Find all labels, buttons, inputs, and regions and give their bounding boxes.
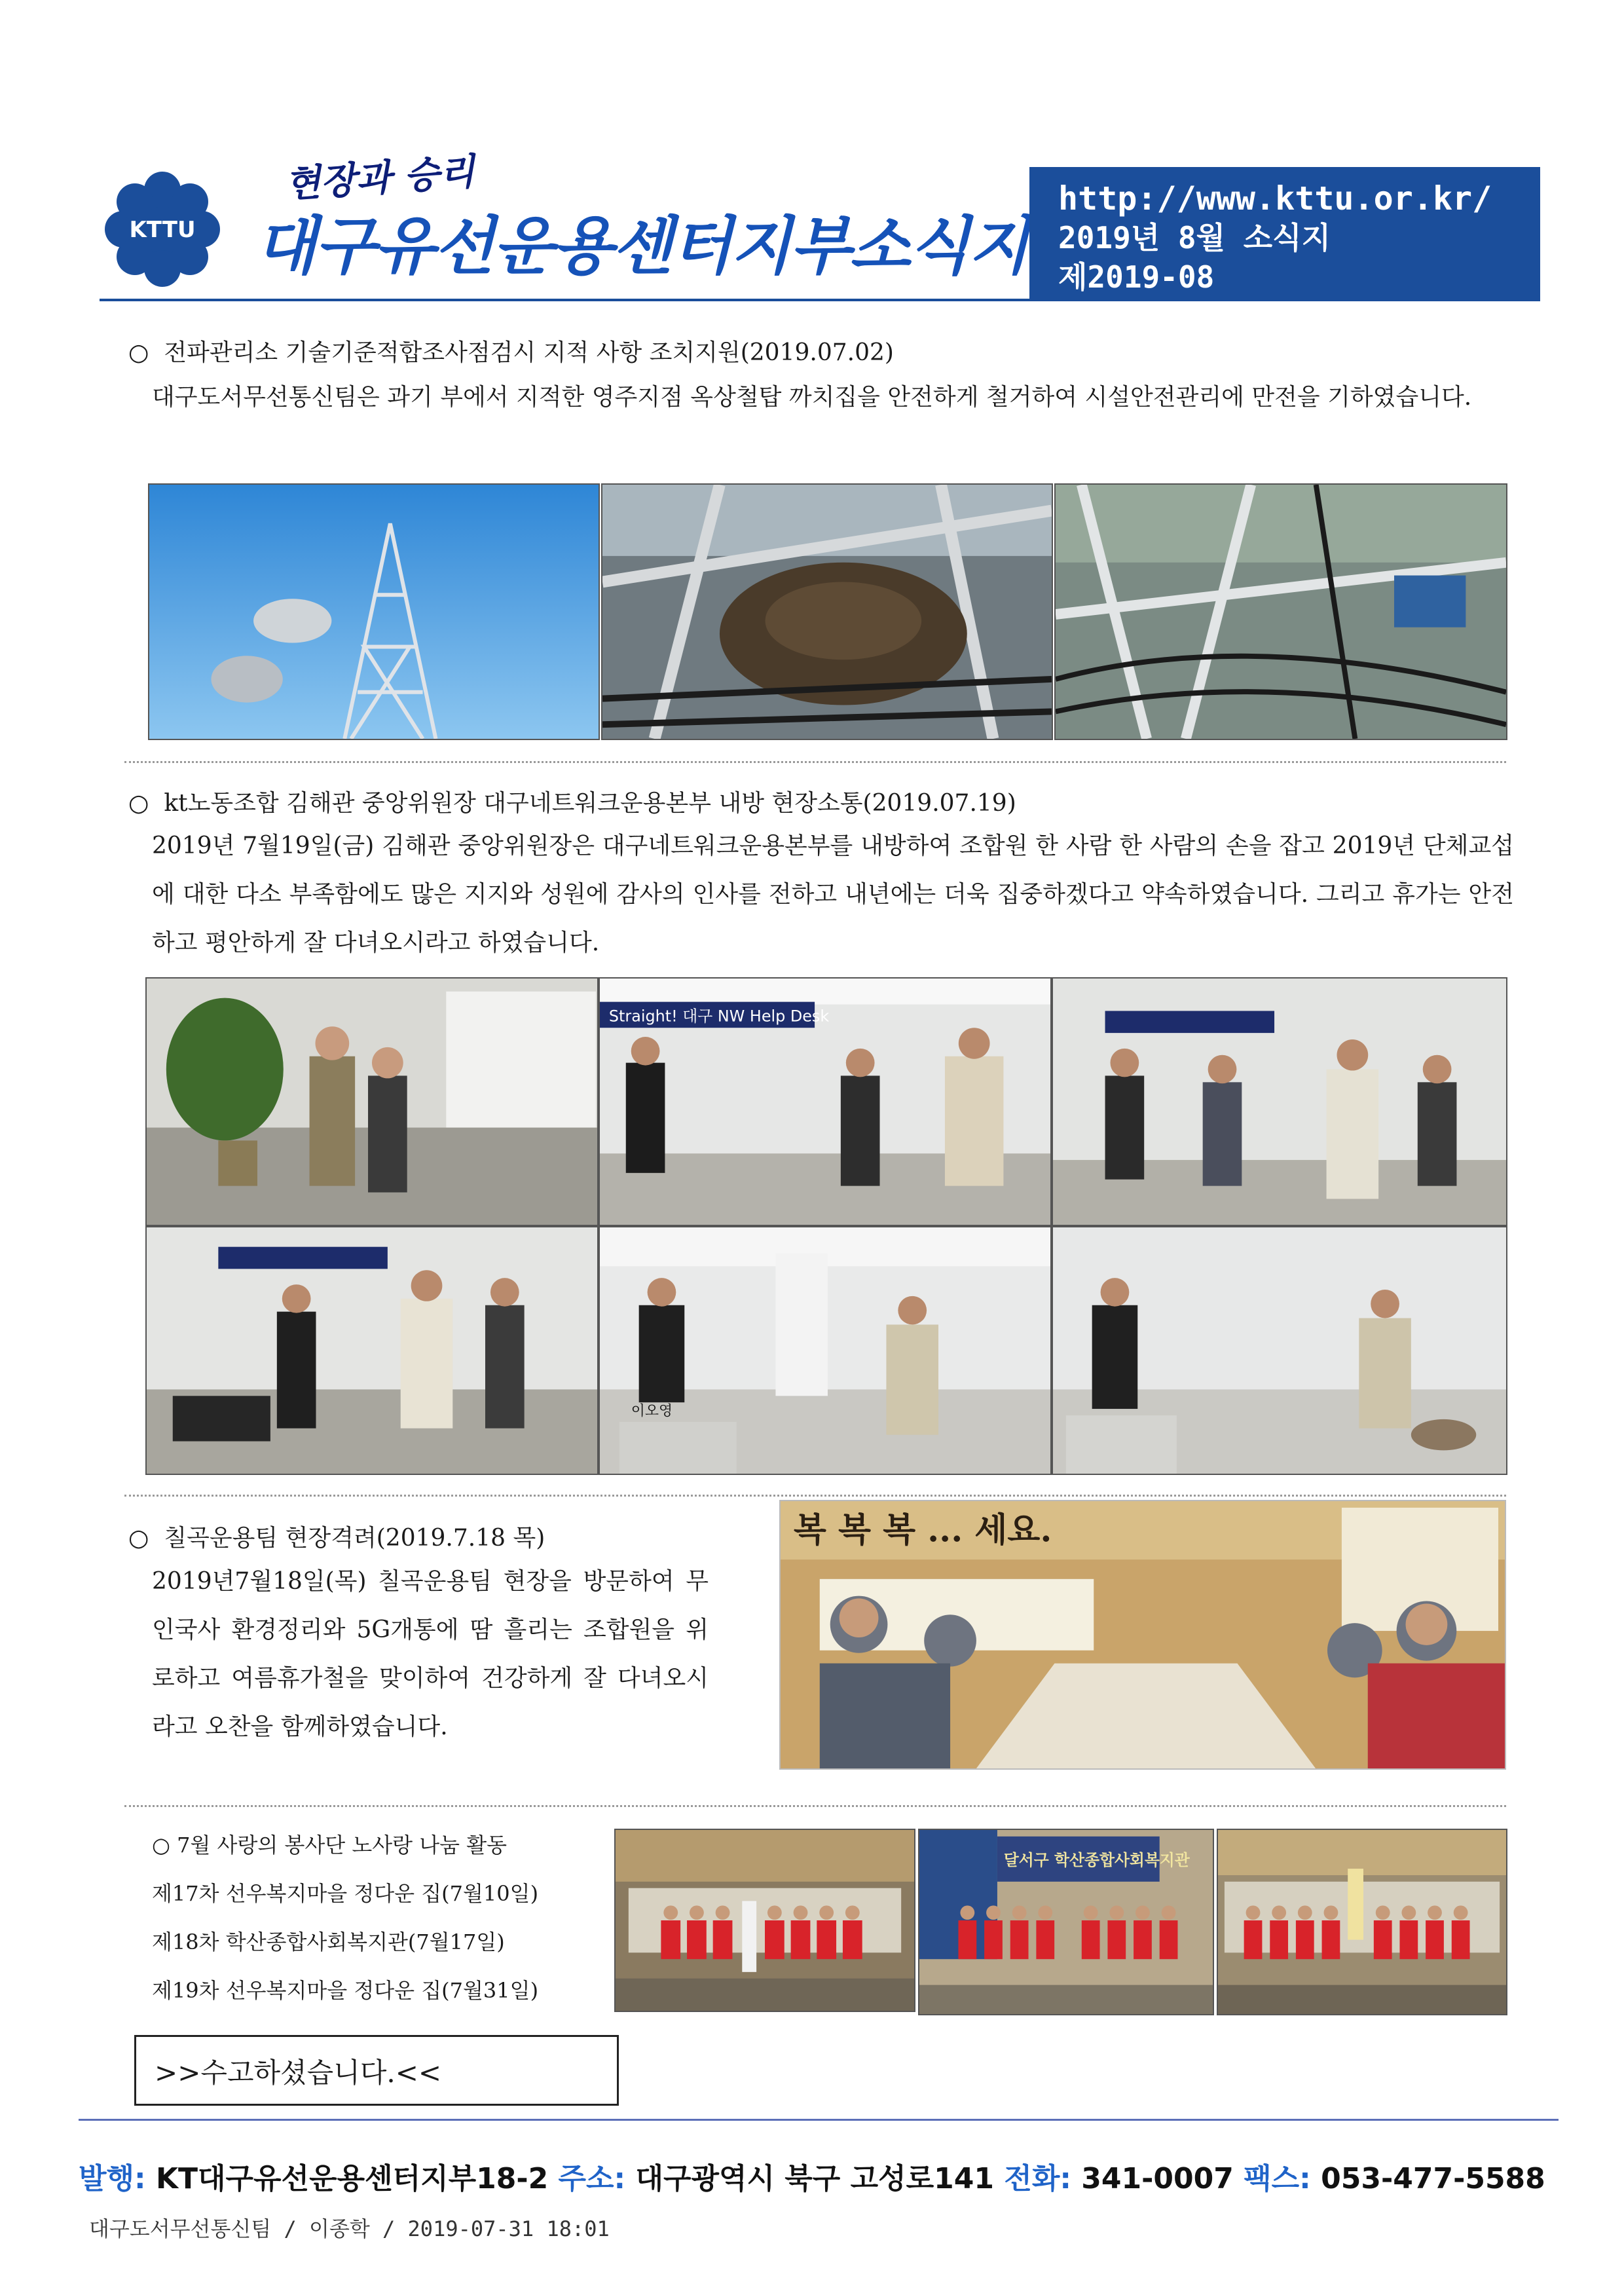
slogan: 현장과 승리 bbox=[284, 150, 477, 207]
bullet-icon: ○ bbox=[128, 339, 149, 366]
visit-photo-1 bbox=[145, 977, 599, 1226]
volunteer-item: 제18차 학산종합사회복지관(7월17일) bbox=[152, 1930, 505, 1954]
photo-sign-text: Straight! 대구 NW Help Desk bbox=[608, 1007, 830, 1026]
publisher-name: KT대구유선운용센터지부18-2 bbox=[155, 2162, 549, 2195]
phone-number: 341-0007 bbox=[1081, 2162, 1234, 2195]
print-stamp: 대구도서무선통신팀 / 이종학 / 2019-07-31 18:01 bbox=[89, 2216, 610, 2241]
header-divider bbox=[100, 299, 1540, 301]
visit-photo-4 bbox=[145, 1226, 599, 1475]
section3-body: 2019년7월18일(목) 칠곡운용팀 현장을 방문하여 무인국사 환경정리와 5G개통에 땀 흘리는 조합원을 위로하고 여름휴가철을 맞이하여 건강하게 잘 다녀오시라고 오찬을 함께하였습니다. bbox=[152, 1568, 709, 1740]
desk-nameplate: 이오영 bbox=[631, 1402, 673, 1419]
section3-heading: ○ 칠곡운용팀 현장격려(2019.7.18 목) bbox=[128, 1525, 545, 1552]
volunteer-item: 제19차 선우복지마을 정다운 집(7월31일) bbox=[152, 1978, 539, 2003]
publisher-footer bbox=[79, 2155, 1545, 2197]
section4-heading: ○ 7월 사랑의 봉사단 노사랑 나눔 활동 bbox=[152, 1833, 507, 1857]
restaurant-banner: 복 복 복 ... 세요. bbox=[793, 1510, 1052, 1550]
issue-info-box bbox=[1029, 167, 1540, 299]
issue-date: 2019년 8월 소식지 bbox=[1058, 220, 1331, 255]
section2-body: 2019년 7월19일(금) 김해관 중앙위원장은 대구네트워크운용본부를 내방하여 조합원 한 사람 한 사람의 손을 잡고 2019년 단체교섭에 대한 다소 부족함에도 많은 지지와 성원에 감사의 인사를 전하고 내년에는 더욱 집중하겠다고 약속하였습니다. 그리고 휴가는 안전하고 평안하게 잘 다녀오시라고 하였습니다. bbox=[152, 832, 1514, 956]
website-link[interactable]: http://www.kttu.or.kr/ bbox=[1058, 179, 1492, 217]
section2-heading: ○ kt노동조합 김해관 중앙위원장 대구네트워크운용본부 내방 현장소통(2019.07.19) bbox=[128, 790, 1016, 817]
tower-photo bbox=[148, 483, 600, 740]
section1-body: 대구도서무선통신팀은 과기 부에서 지적한 영주지점 옥상철탑 까치집을 안전하게 철거하여 시설안전관리에 만전을 기하였습니다. bbox=[152, 384, 1472, 411]
address: 대구광역시 북구 고성로141 bbox=[635, 2162, 994, 2195]
volunteer-photo-3 bbox=[1217, 1829, 1507, 2015]
visit-photo-6 bbox=[1052, 1226, 1507, 1475]
bullet-icon: ○ bbox=[128, 790, 149, 817]
magpie-nest-photo bbox=[601, 483, 1053, 740]
section-divider bbox=[124, 1495, 1506, 1497]
phone-label: 전화: bbox=[1004, 2162, 1071, 2195]
logo-text: KTTU bbox=[129, 217, 196, 243]
volunteer-photo-2 bbox=[918, 1829, 1214, 2015]
volunteer-section bbox=[152, 1821, 538, 2015]
section-divider bbox=[124, 1805, 1506, 1807]
footer-divider bbox=[79, 2119, 1559, 2121]
lunch-photo bbox=[779, 1500, 1506, 1770]
tower-cables-photo bbox=[1054, 483, 1507, 740]
bullet-icon: ○ bbox=[128, 1525, 149, 1552]
publisher-label: 발행: bbox=[79, 2162, 146, 2195]
section1-heading: ○ 전파관리소 기술기준적합조사점검시 지적 사항 조치지원(2019.07.02) bbox=[128, 339, 894, 366]
visit-photo-3 bbox=[1052, 977, 1507, 1226]
address-label: 주소: bbox=[558, 2162, 626, 2195]
fax-label: 팩스: bbox=[1244, 2162, 1311, 2195]
kttu-logo bbox=[105, 172, 220, 287]
visit-photo-5 bbox=[599, 1226, 1052, 1475]
newsletter-title: 대구유선운용센터지부소식지 bbox=[255, 210, 1028, 283]
visit-photo-2 bbox=[599, 977, 1052, 1226]
issue-number: 제2019-08 bbox=[1058, 259, 1215, 295]
section-divider bbox=[124, 761, 1506, 763]
volunteer-item: 제17차 선우복지마을 정다운 집(7월10일) bbox=[152, 1881, 539, 1906]
fax-number: 053-477-5588 bbox=[1321, 2162, 1545, 2195]
closing-message: >>수고하셨습니다.<< bbox=[134, 2035, 619, 2106]
volunteer-photo-1 bbox=[614, 1829, 915, 2012]
center-sign: 달서구 학산종합사회복지관 bbox=[1003, 1851, 1190, 1870]
